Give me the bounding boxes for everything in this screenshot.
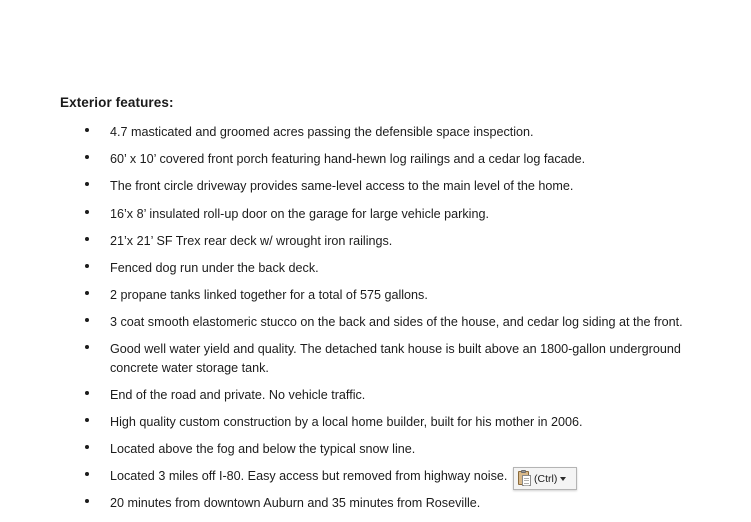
list-item: [60, 440, 700, 459]
list-item: [60, 150, 700, 169]
list-item: [60, 232, 700, 251]
list-item-text: High quality custom construction by a local home builder, built for his mother in 2006.: [110, 415, 583, 430]
dropdown-caret-icon[interactable]: [560, 477, 566, 481]
list-item: [60, 205, 700, 224]
list-item: [60, 340, 700, 377]
list-item: [60, 177, 700, 196]
bullet-dot-icon: [85, 418, 89, 422]
list-item-text: 20 minutes from downtown Auburn and 35 minutes from Roseville.: [110, 496, 481, 511]
list-item: [60, 467, 700, 486]
list-item-text: Located 3 miles off I-80. Easy access but removed from highway noise.: [110, 469, 508, 484]
bullet-dot-icon: [85, 318, 89, 322]
bullet-dot-icon: [85, 128, 89, 132]
paste-clipboard-icon: [517, 470, 532, 487]
section-heading: Exterior features:: [60, 95, 174, 110]
bullet-dot-icon: [85, 182, 89, 186]
paste-options-label: (Ctrl): [534, 472, 558, 485]
list-item: [60, 123, 700, 142]
bullet-dot-icon: [85, 264, 89, 268]
list-item: [60, 259, 700, 278]
list-item-text: Fenced dog run under the back deck.: [110, 260, 319, 275]
list-item-text: 4.7 masticated and groomed acres passing the defensible space inspection.: [110, 125, 534, 140]
list-item-text: The front circle driveway provides same-level access to the main level of the home.: [110, 179, 574, 194]
list-item-text: 2 propane tanks linked together for a total of 575 gallons.: [110, 287, 428, 302]
list-item-text: Located above the fog and below the typical snow line.: [110, 442, 416, 457]
list-item: [60, 494, 700, 513]
list-item: [60, 313, 700, 332]
list-item: [60, 386, 700, 405]
bullet-dot-icon: [85, 445, 89, 449]
bullet-dot-icon: [85, 237, 89, 241]
list-item: [60, 286, 700, 305]
bullet-dot-icon: [85, 345, 89, 349]
bullet-dot-icon: [85, 210, 89, 214]
list-item-text: 16’x 8’ insulated roll-up door on the garage for large vehicle parking.: [110, 206, 489, 221]
list-item-text: 3 coat smooth elastomeric stucco on the back and sides of the house, and cedar log siding at the front.: [110, 315, 683, 330]
page-left-margin: [0, 0, 14, 492]
document-body: [60, 95, 700, 522]
bullet-dot-icon: [85, 155, 89, 159]
bullet-dot-icon: [85, 291, 89, 295]
bullet-dot-icon: [85, 472, 89, 476]
list-item-text: Good well water yield and quality. The detached tank house is built above an 1800-gallon underground concrete water storage tank.: [110, 342, 681, 375]
bullet-dot-icon: [85, 499, 89, 503]
list-item-text: 60’ x 10’ covered front porch featuring hand-hewn log railings and a cedar log facade.: [110, 152, 586, 167]
bullet-dot-icon: [85, 391, 89, 395]
list-item-text: 21’x 21’ SF Trex rear deck w/ wrought iron railings.: [110, 233, 393, 248]
list-item: [60, 413, 700, 432]
paste-options-button[interactable]: [513, 467, 577, 490]
list-item-text: End of the road and private. No vehicle traffic.: [110, 387, 366, 402]
exterior-features-list: [60, 123, 700, 513]
